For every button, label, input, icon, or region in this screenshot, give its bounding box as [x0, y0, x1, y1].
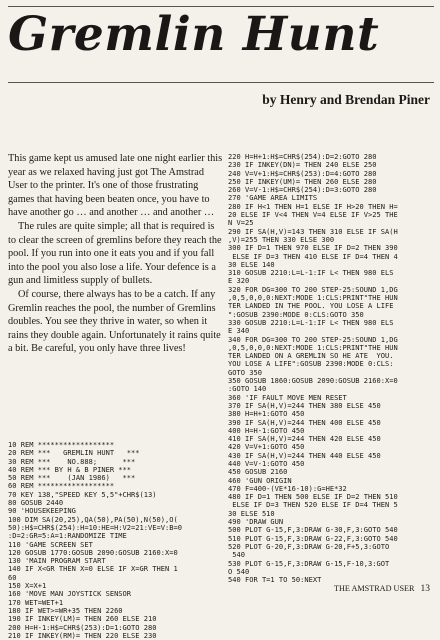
code-line: 220 H=H+1:H$=CHR$(254):D=2:GOTO 280 — [228, 152, 377, 161]
code-line: 340 FOR DG=300 TO 200 STEP-25:SOUND 1,DG — [228, 334, 398, 344]
code-line: ELSE IF D=3 THEN 520 ELSE IF D=4 THEN 5 — [228, 500, 398, 510]
code-line: 110 'GAME SCREEN SET — [8, 539, 93, 549]
code-line: 460 'GUN ORIGIN — [228, 475, 292, 485]
article-title: Gremlin Hunt — [8, 7, 380, 62]
byline: by Henry and Brendan Piner — [262, 92, 430, 107]
code-line: :D=2:GR=5:A=1:RANDOMIZE TIME — [8, 531, 127, 541]
code-line: 490 'DRAW GUN — [228, 517, 284, 527]
code-line: 30 REM *** NO.888; *** — [8, 456, 136, 466]
code-line: GOTO 350 — [228, 367, 262, 377]
code-line: 450 GOSUB 2160 — [228, 467, 288, 477]
code-line: 190 IF INKEY(LM)= THEN 260 ELSE 210 — [8, 614, 157, 624]
code-line: 440 V=V-1:GOTO 450 — [228, 458, 305, 468]
code-line: 510 PLOT G-15,F,3:DRAW G-22,F,3:GOTO 540 — [228, 533, 398, 543]
code-line: 370 IF SA(H,V)=244 THEN 380 ELSE 450 — [228, 400, 381, 410]
code-line: TER LANDED ON A GREMLIN SO HE ATE YOU. — [228, 351, 394, 361]
code-line: 210 IF INKEY(RM)= THEN 220 ELSE 230 — [8, 630, 157, 640]
code-line: 300 IF D=1 THEN 970 ELSE IF D=2 THEN 390 — [228, 243, 398, 253]
code-line: 60 — [8, 572, 17, 582]
code-line: 400 H=H-1:GOTO 450 — [228, 425, 305, 435]
code-line: 260 V=V-1:H$=CHR$(254):D=3:GOTO 280 — [228, 185, 377, 195]
code-line: 280 IF H<1 THEN H=1 ELSE IF H>20 THEN H= — [228, 201, 398, 211]
code-line: 540 — [228, 550, 245, 560]
code-line: 120 GOSUB 1770:GOSUB 2090:GOSUB 2160:X=0 — [8, 547, 178, 557]
code-line: 390 IF SA(H,V)=244 THEN 400 ELSE 450 — [228, 417, 381, 427]
code-listing-left — [8, 441, 222, 640]
code-line: ELSE IF D=3 THEN 410 ELSE IF D=4 THEN 4 — [228, 251, 398, 261]
intro-paragraph: The rules are quite simple; all that is required is to clear the screen of gremlins before they reach the pool. If you run into one it eats you and if you fall into the pool you also lose a life. Your defence is a gun and limitless supply of bullets. — [8, 220, 222, 287]
code-line: 520 PLOT G-20,F,3:DRAW G-20,F+5,3:GOTO — [228, 541, 390, 551]
code-line: 350 GOSUB 1860:GOSUB 2090:GOSUB 2160:X=0 — [228, 376, 398, 386]
code-line: 150 X=X+1 — [8, 581, 47, 591]
code-line: 290 IF SA(H,V)=143 THEN 310 ELSE IF SA(H — [228, 226, 398, 236]
code-line: 100 DIM SA(20,25),QA(50),PA(50),N(50),O( — [8, 514, 178, 524]
code-line: 30 ELSE 510 — [228, 508, 275, 518]
page-footer — [334, 584, 430, 594]
code-line: 320 FOR DG=300 TO 200 STEP-25:SOUND 1,DG — [228, 284, 398, 294]
code-line: E 320 — [228, 276, 250, 286]
magazine-name: THE AMSTRAD USER — [333, 584, 415, 593]
code-line: 540 FOR T=1 TO 50:NEXT — [228, 575, 322, 585]
code-line: 530 PLOT G-15,F,3:DRAW G-15,F-10,3:GOT — [228, 558, 390, 568]
code-line: TER LANDED IN THE POOL. YOU LOSE A LIFE — [228, 301, 394, 311]
code-line: 410 IF SA(H,V)=244 THEN 420 ELSE 450 — [228, 434, 381, 444]
code-line: 50 REM *** (JAN 1986) *** — [8, 473, 136, 483]
code-line: ,0,5,0,0,0:NEXT:MODE 1:CLS:PRINT"THE HUN — [228, 293, 398, 303]
code-line: 170 WET=WET+1 — [8, 597, 64, 607]
code-line: 30 ELSE 140 — [228, 259, 275, 269]
intro-paragraph: This game kept us amused late one night earlier this year as we relaxed having just got The Amstrad User to the printer. It's one of those frustrating games that having been beaten once, you have to have another go … and another … and another … — [8, 153, 223, 219]
code-line: 90 'HOUSEKEEPING — [8, 506, 76, 516]
code-line: 480 IF D=1 THEN 500 ELSE IF D=2 THEN 510 — [228, 492, 398, 502]
code-line: 10 REM ****************** — [8, 440, 115, 449]
intro-paragraph: Of course, there always has to be a catch. If any Gremlin reaches the pool, the number of Gremlins doubles. You see they thrive in water, so when it rains they double again. Unfortunately it rains quite a bit. Be careful, you only have three lives! — [8, 288, 221, 355]
code-line: E 340 — [228, 326, 250, 336]
code-line: 380 H=H+1:GOTO 450 — [228, 409, 305, 419]
code-line: 200 H=H-1:H$=CHR$(253):D=1:GOTO 280 — [8, 622, 157, 632]
intro-text — [8, 152, 224, 356]
code-line: 250 IF INKEY(UM)= THEN 260 ELSE 280 — [228, 176, 377, 186]
code-line: ,V)=255 THEN 330 ELSE 300 — [228, 234, 335, 244]
code-line: 330 GOSUB 2210:L=L-1:IF L< THEN 980 ELS — [228, 317, 394, 327]
code-line: 420 V=V+1:GOTO 450 — [228, 442, 305, 452]
code-line: 20 REM *** GREMLIN HUNT *** — [8, 448, 140, 458]
code-line: :GOTO 140 — [228, 384, 267, 394]
code-line: 430 IF SA(H,V)=244 THEN 440 ELSE 450 — [228, 450, 381, 460]
code-line: N V=25 — [228, 218, 254, 228]
code-line: 40 REM *** BY H & B PINER *** — [8, 464, 132, 474]
code-line: 360 'IF FAULT MOVE MEN RESET — [228, 392, 347, 402]
code-listing-right — [228, 153, 436, 584]
code-line: 60 REM ****************** — [8, 481, 115, 491]
page-number: 13 — [420, 584, 430, 594]
code-line: 130 'MAIN PROGRAM START — [8, 556, 106, 566]
code-line: 50):H$=CHR$(254):H=10:HE=H:V2=21:VE=V:B=0 — [8, 522, 182, 532]
code-line: 240 V=V+1:H$=CHR$(253):D=4:GOTO 280 — [228, 168, 377, 178]
code-line: O 540 — [228, 566, 250, 576]
code-line: 270 'GAME AREA LIMITS — [228, 193, 318, 203]
code-line: 470 F=400-(VE*16-10):G=HE*32 — [228, 483, 347, 493]
code-line: ":GOSUB 2390:MODE 0:CLS:GOTO 350 — [228, 309, 364, 319]
code-line: 180 IF WET>=WR+35 THEN 2260 — [8, 605, 123, 615]
title-rule — [8, 82, 434, 83]
code-line: 310 GOSUB 2210:L=L-1:IF L< THEN 980 ELS — [228, 268, 394, 278]
code-line: 70 KEY 138,"SPEED KEY 5,5"+CHR$(13) — [8, 489, 157, 499]
code-line: YOU LOSE A LIFE":GOSUB 2390:MODE 0:CLS: — [228, 359, 394, 369]
code-line: 140 IF X<GR THEN X=0 ELSE IF X=GR THEN 1 — [8, 564, 178, 574]
code-line: 80 GOSUB 2440 — [8, 498, 64, 508]
code-line: 20 ELSE IF V<4 THEN V=4 ELSE IF V>25 THE — [228, 210, 398, 220]
code-line: 230 IF INKEY(DN)= THEN 240 ELSE 250 — [228, 160, 377, 170]
code-line: 500 PLOT G-15,F,3:DRAW G-30,F,3:GOTO 540 — [228, 525, 398, 535]
code-line: ,0,5,0,0,0:NEXT:MODE 1:CLS:PRINT"THE HUN — [228, 342, 398, 352]
code-line: 160 'MOVE MAN JOYSTICK SENSOR — [8, 589, 132, 599]
